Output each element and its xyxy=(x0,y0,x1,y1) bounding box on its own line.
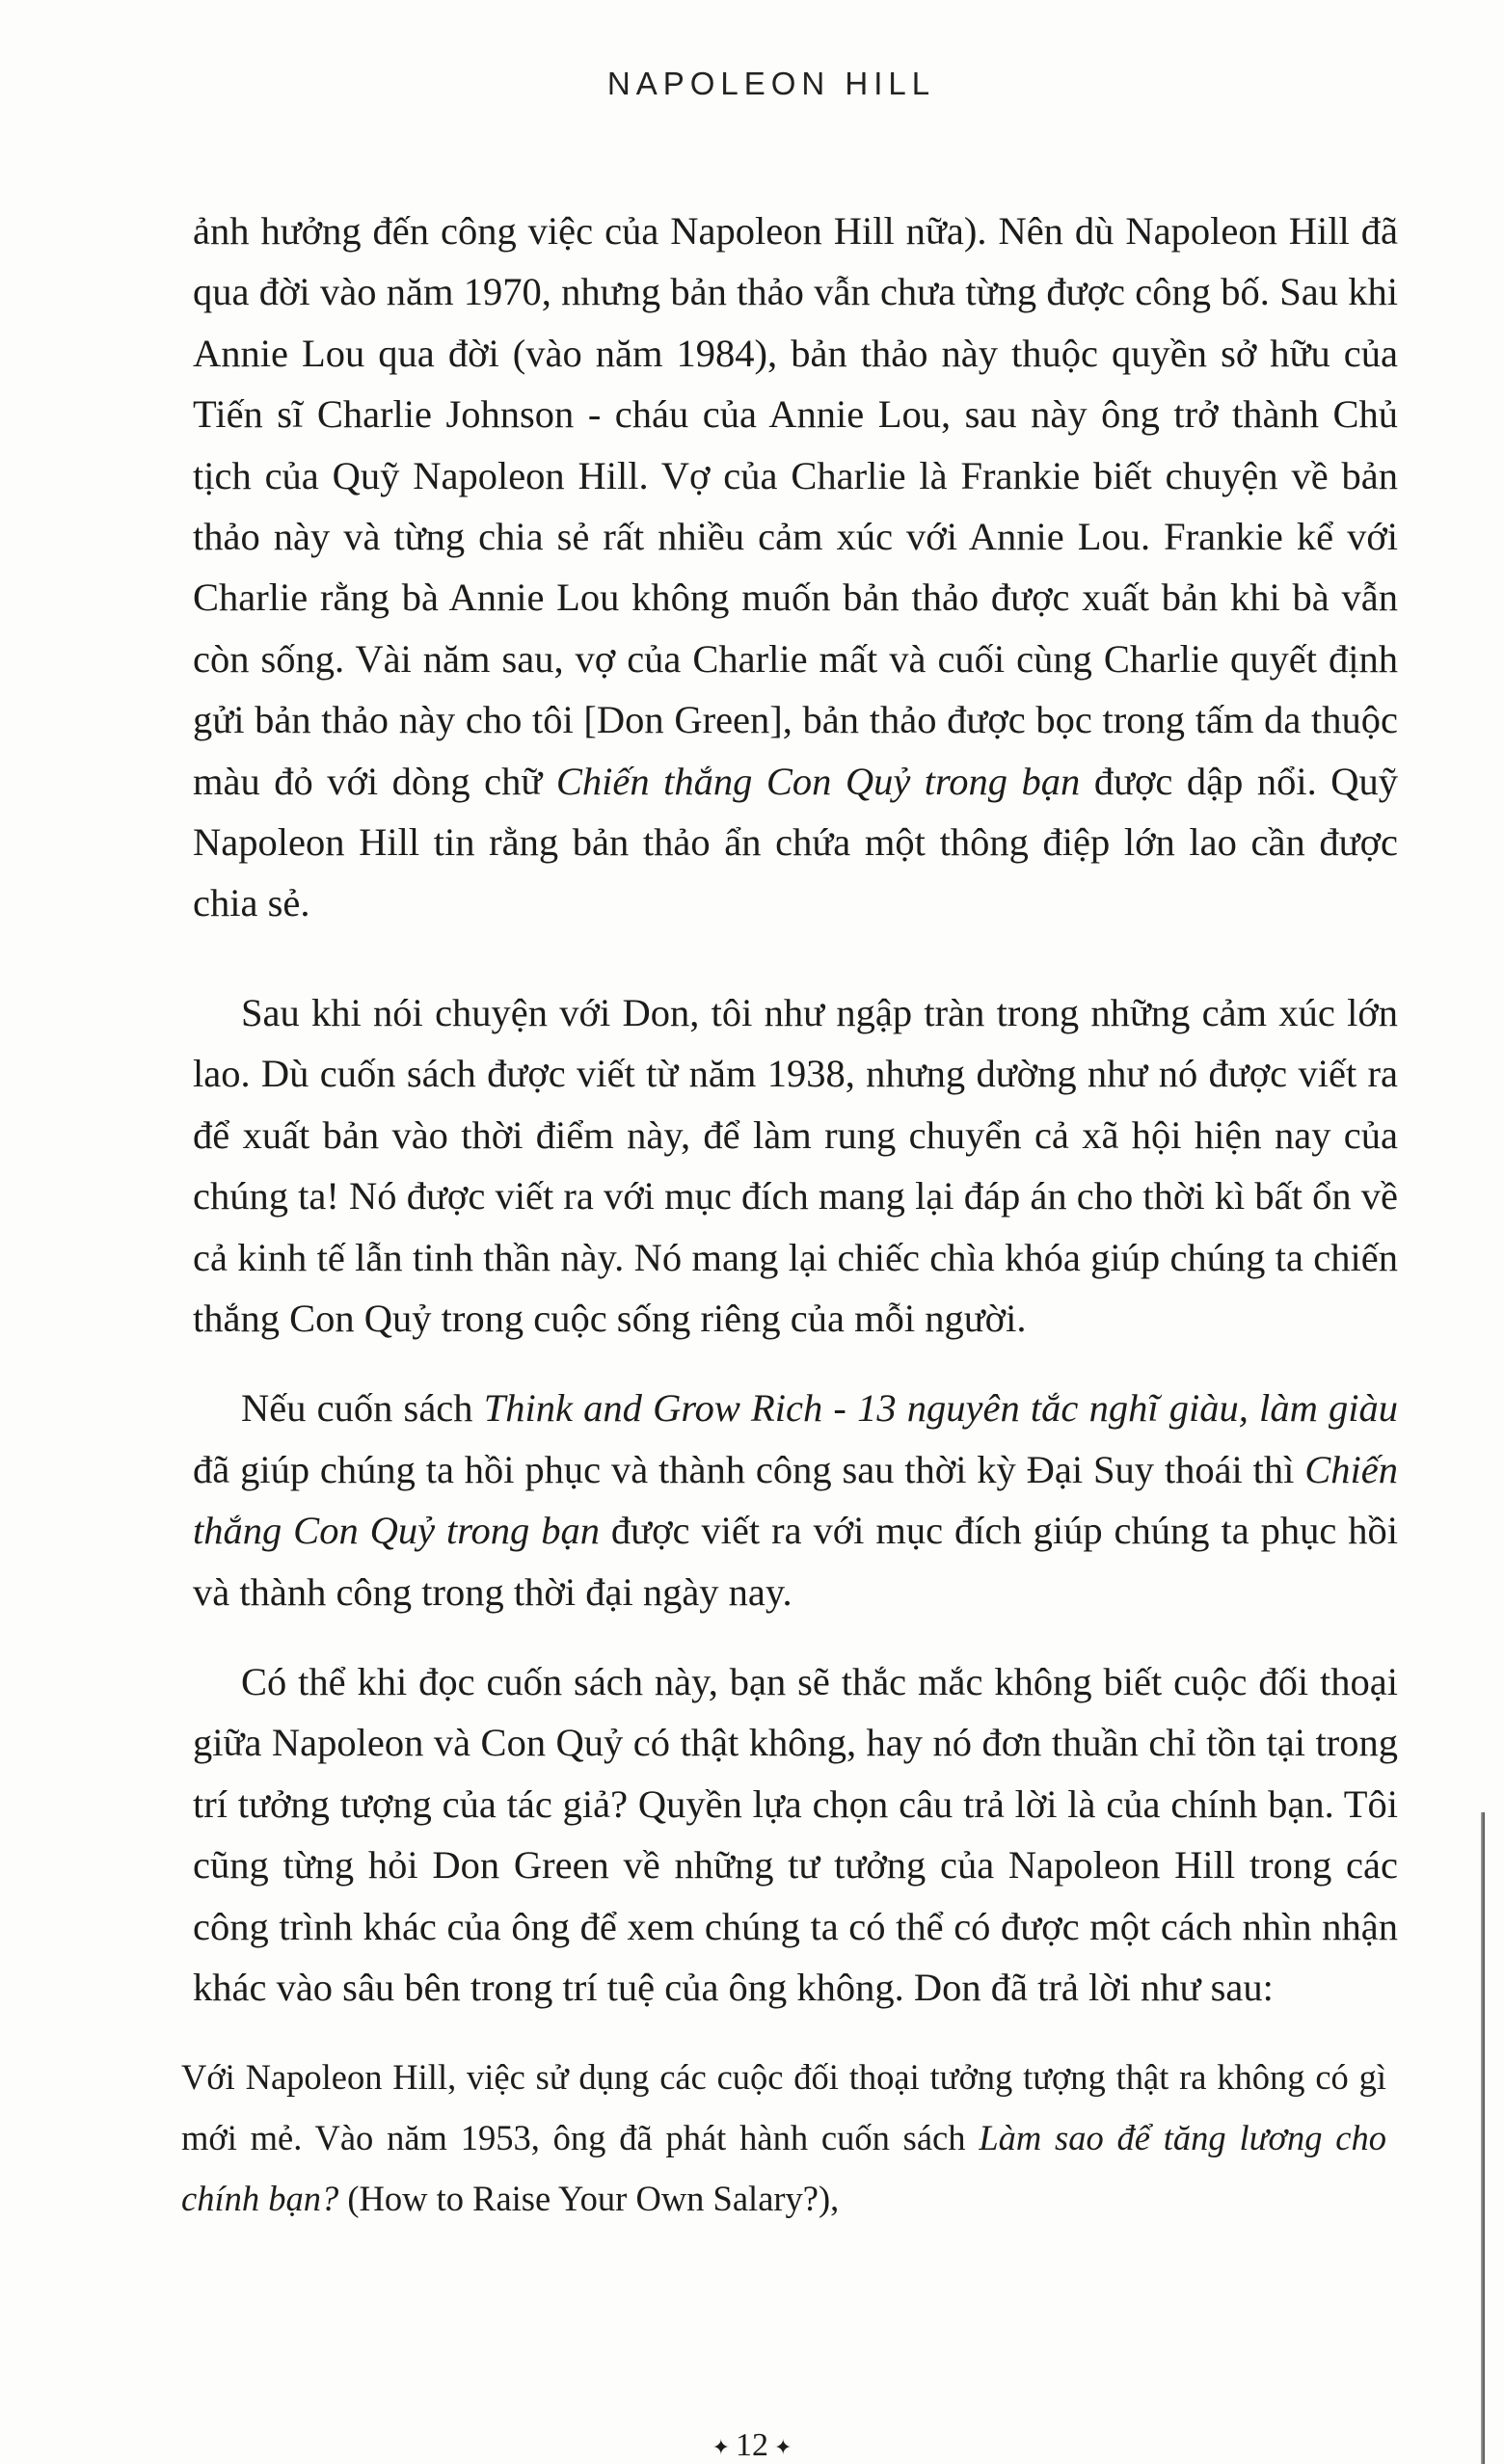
book-title: Làm sao để tăng lương cho chính bạn? xyxy=(181,2118,1387,2219)
paragraph-continuation xyxy=(193,201,1398,934)
quote-text: (How to Raise Your Own Salary?), xyxy=(347,2179,840,2219)
paragraph: Có thể khi đọc cuốn sách này, bạn sẽ thắc mắc không biết cuộc đối thoại giữa Napoleon và Con Quỷ có thật không, hay nó đơn thuần chỉ tồn tại trong trí tưởng tượng của tác giả? Quyền lựa chọn câu trả lời là của chính bạn. Tôi cũng từng hỏi Don Green về những tư tưởng của Napoleon Hill trong các công trình khác của ông để xem chúng ta có thể có được một cách nhìn nhận khác vào sâu bên trong trí tuệ của ông không. Don đã trả lời như sau: xyxy=(193,1659,1398,2009)
page-number xyxy=(0,2427,1504,2464)
block-quote xyxy=(181,2047,1386,2229)
book-title: Chiến thắng Con Quỷ trong bạn xyxy=(555,759,1081,803)
paragraph: Sau khi nói chuyện với Don, tôi như ngập tràn trong những cảm xúc lớn lao. Dù cuốn sách được viết từ năm 1938, nhưng dường như nó được viết ra để xuất bản vào thời điểm này, để làm rung chuyển cả xã hội hiện nay của chúng ta! Nó được viết ra với mục đích mang lại đáp án cho thời kì bất ổn về cả kinh tế lẫn tinh thần này. Nó mang lại chiếc chìa khóa giúp chúng ta chiến thắng Con Quỷ trong cuộc sống riêng của mỗi người. xyxy=(193,990,1398,1340)
quote-text: Với Napoleon Hill, việc sử dụng các cuộc đối thoại tưởng tượng thật ra không có gì mới mẻ. Vào năm 1953, ông đã phát hành cuốn sách xyxy=(181,2057,1386,2158)
paragraph-text: đã giúp chúng ta hồi phục và thành công sau thời kỳ Đại Suy thoái thì xyxy=(193,1447,1295,1491)
page-number-text: 12 xyxy=(736,2427,768,2463)
body-text xyxy=(181,201,1399,2229)
ornament-left-icon: ✦ xyxy=(712,2435,730,2460)
paragraph-text: được dập nổi. Quỹ Napoleon Hill tin rằng bản thảo ẩn chứa một thông điệp lớn lao cần được chia sẻ. xyxy=(193,759,1398,925)
book-title: Think and Grow Rich - 13 nguyên tắc nghĩ giàu, làm giàu xyxy=(483,1386,1398,1431)
paragraph xyxy=(193,1378,1398,1622)
running-header: NAPOLEON HILL xyxy=(606,66,936,101)
page-edge-shadow xyxy=(1481,1812,1485,2464)
paragraph-text: được viết ra với mục đích giúp chúng ta phục hồi và thành công trong thời đại ngày nay. xyxy=(193,1509,1399,1614)
paragraph-text: ảnh hưởng đến công việc của Napoleon Hill nữa). Nên dù Napoleon Hill đã qua đời vào năm 1970, nhưng bản thảo vẫn chưa từng được công bố. Sau khi Annie Lou qua đời (vào năm 1984), bản thảo này thuộc quyền sở hữu của Tiến sĩ Charlie Johnson - cháu của Annie Lou, sau này ông trở thành Chủ tịch của Quỹ Napoleon Hill. Vợ của Charlie là Frankie biết chuyện về bản thảo này và từng chia sẻ rất nhiều cảm xúc với Annie Lou. Frankie kể với Charlie rằng bà Annie Lou không muốn bản thảo được xuất bản khi bà vẫn còn sống. Vài năm sau, vợ của Charlie mất và cuối cùng Charlie quyết định gửi bản thảo này cho tôi [Don Green], bản thảo được bọc trong tấm da thuộc màu đỏ với dòng chữ xyxy=(193,209,1398,803)
book-title: Chiến thắng Con Quỷ trong bạn xyxy=(193,1447,1399,1553)
paragraph-text: Nếu cuốn sách xyxy=(241,1386,473,1431)
ornament-right-icon: ✦ xyxy=(774,2435,792,2460)
